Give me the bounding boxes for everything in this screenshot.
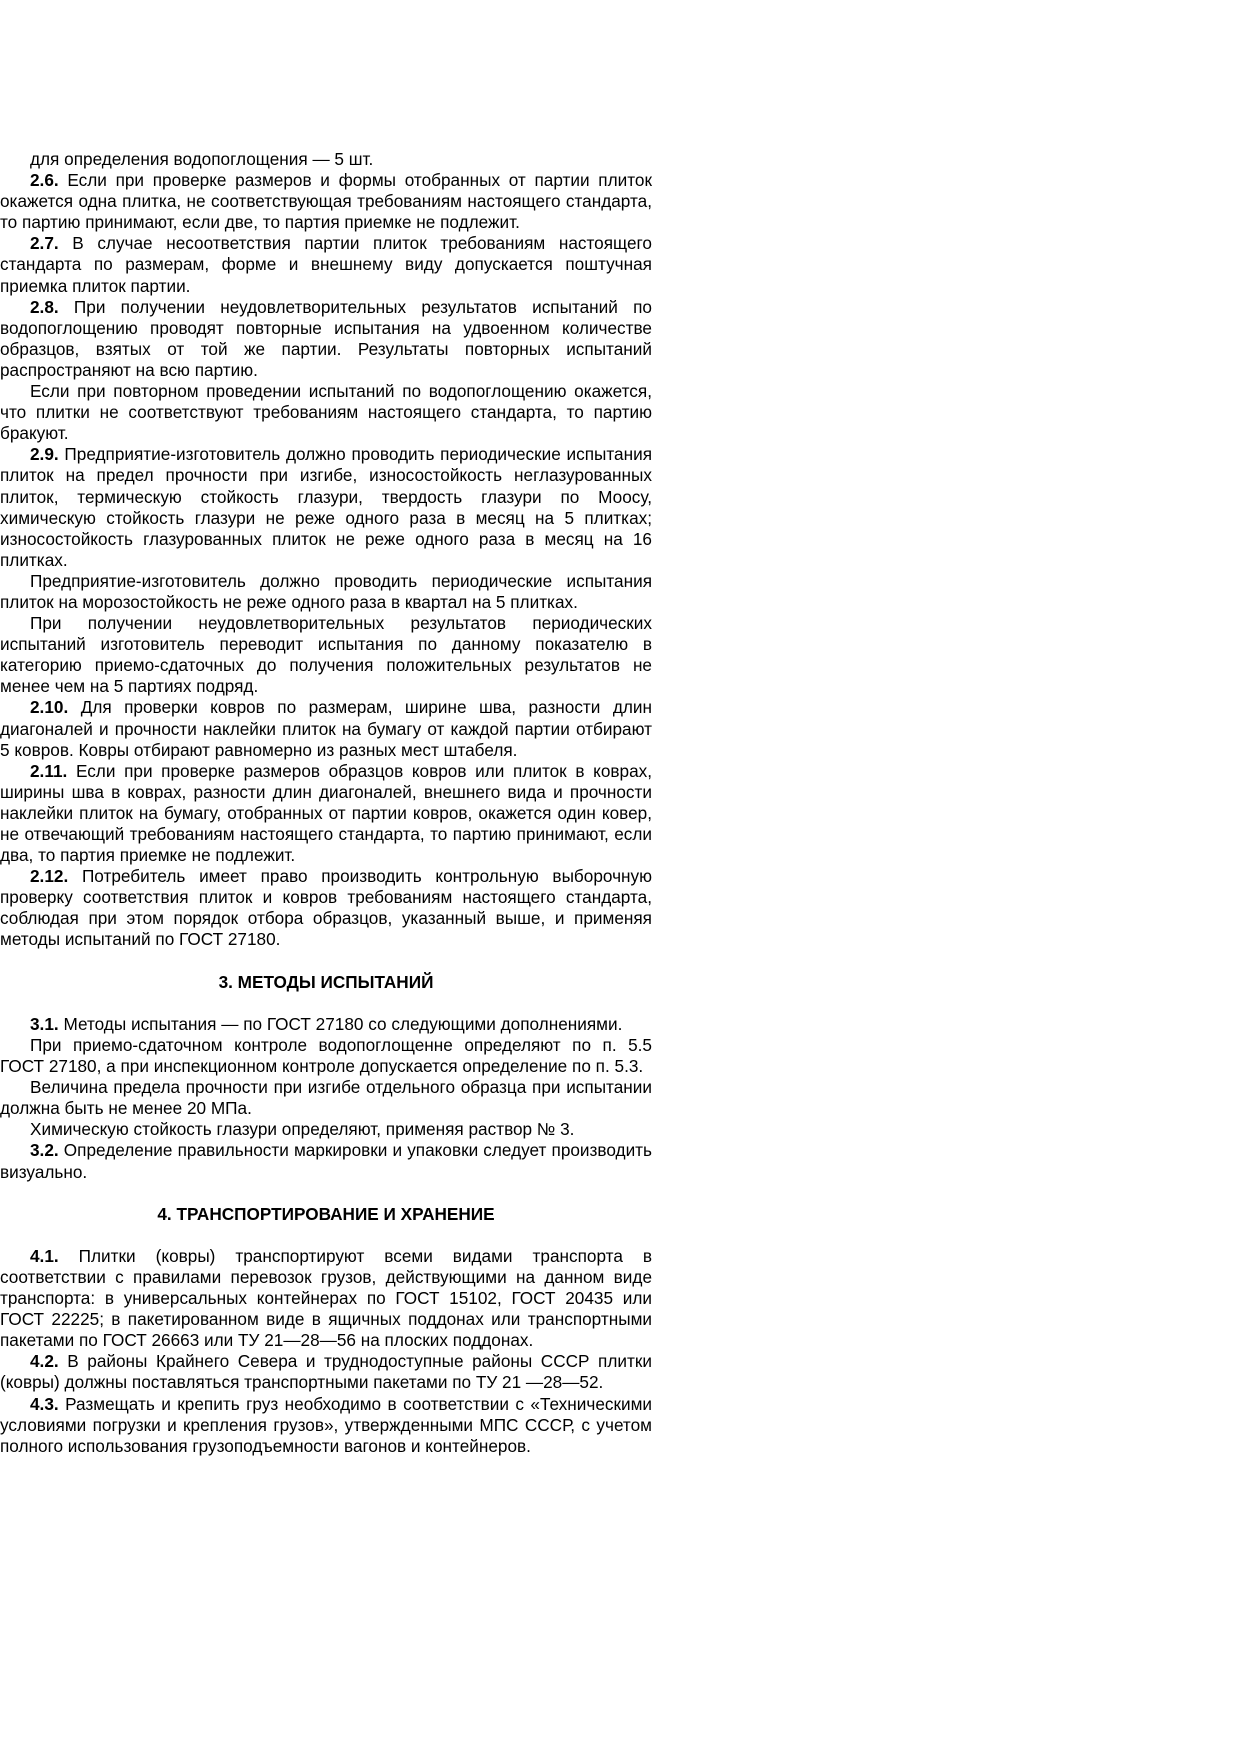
clause-number: 2.11. (30, 760, 68, 781)
paragraph: При приемо-сдаточном контроле водопоглощенне определяют по п. 5.5 ГОСТ 27180, а при инспекционном контроле допускается определение по п. 5.3. (0, 1034, 652, 1077)
section-heading-4: 4. ТРАНСПОРТИРОВАНИЕ И ХРАНЕНИЕ (157, 1203, 495, 1224)
paragraph-4-2: 4.2. В районы Крайнего Севера и труднодоступные районы СССР плитки (ковры) должны поставляться транспортными пакетами по ТУ 21 —28—52. (0, 1351, 652, 1393)
clause-number: 2.8. (30, 296, 59, 317)
paragraph-2-12: 2.12. Потребитель имеет право производить контрольную выборочную проверку соответствия плиток и ковров требованиям настоящего стандарта, соблюдая при этом порядок отбора образцов, указанный выше, и применяя методы испытаний по ГОСТ 27180. (0, 866, 652, 950)
paragraph: Величина предела прочности при изгибе отдельного образца при испытании должна быть не менее 20 МПа. (0, 1077, 652, 1119)
clause-number: 2.9. (30, 444, 59, 465)
paragraph-3-2: 3.2. Определение правильности маркировки и упаковки следует производить визуально. (0, 1140, 652, 1182)
paragraph: Химическую стойкость глазури определяют, применяя раствор № 3. (30, 1119, 575, 1140)
clause-number: 3.2. (30, 1140, 59, 1161)
paragraph-2-9: 2.9. Предприятие-изготовитель должно проводить периодические испытания плиток на предел прочности при изгибе, износостойкость неглазурованных плиток, термическую стойкость глазури, твердость глазури по Моосу, химическую стойкость глазури не реже одного раза в месяц на 5 плитках; износостойкость глазурованных плиток не реже одного раза в месяц на 16 плитках. (0, 444, 653, 570)
paragraph-2-8: 2.8. При получении неудовлетворительных результатов испытаний по водопоглощению проводят повторные испытания на удвоенном количестве образцов, взятых от той же партии. Результаты повторных испытаний распространяют на всю партию. (0, 296, 652, 380)
paragraph-2-7: 2.7. В случае несоответствия партии плиток требованиям настоящего стандарта по размерам, форме и внешнему виду допускается поштучная приемка плиток партии. (0, 233, 652, 296)
clause-number: 2.7. (30, 233, 59, 254)
document-body (0, 149, 652, 1457)
paragraph-4-1: 4.1. Плитки (ковры) транспортируют всеми видами транспорта в соответствии с правилами перевозок грузов, действующими на данном виде транспорта: в универсальных контейнерах по ГОСТ 15102, ГОСТ 20435 или ГОСТ 22225; в пакетированном виде в ящичных поддонах или транспортными пакетами по ГОСТ 26663 или ТУ 21—28—56 на плоских поддонах. (0, 1245, 652, 1351)
clause-number: 2.12. (30, 866, 69, 887)
section-heading-3: 3. МЕТОДЫ ИСПЫТАНИЙ (218, 971, 434, 992)
paragraph-4-3: 4.3. Размещать и крепить груз необходимо в соответствии с «Техническими условиями погрузки и крепления грузов», утвержденными МПС СССР, с учетом полного использования грузоподъемности вагонов и контейнеров. (0, 1393, 653, 1456)
clause-number: 4.1. (30, 1245, 59, 1266)
paragraph: Предприятие-изготовитель должно проводить периодические испытания плиток на морозостойкость не реже одного раза в квартал на 5 плитках. (0, 570, 652, 612)
paragraph-2-6: 2.6. Если при проверке размеров и формы отобранных от партии плиток окажется одна плитка, не соответствующая требованиям настоящего стандарта, то партию принимают, если две, то партия приемке не подлежит. (0, 170, 652, 233)
clause-number: 2.10. (30, 697, 69, 718)
clause-number: 4.3. (30, 1393, 59, 1414)
paragraph: Если при повторном проведении испытаний по водопоглощению окажется, что плитки не соответствуют требованиям настоящего стандарта, то партию бракуют. (0, 381, 652, 444)
paragraph-2-11: 2.11. Если при проверке размеров образцов ковров или плиток в коврах, ширины шва в коврах, разности длин диагоналей, внешнего вида и прочности наклейки плиток на бумагу, отобранных от партии ковров, окажется один ковер, не отвечающий требованиям настоящего стандарта, то партию принимают, если два, то партия приемке не подлежит. (0, 760, 653, 866)
clause-number: 2.6. (30, 170, 59, 191)
clause-number: 4.2. (30, 1351, 59, 1372)
paragraph: для определения водопоглощения — 5 шт. (30, 149, 374, 169)
clause-number: 3.1. (30, 1013, 59, 1034)
paragraph-2-10: 2.10. Для проверки ковров по размерам, ширине шва, разности длин диагоналей и прочности наклейки плиток на бумагу от каждой партии отбирают 5 ковров. Ковры отбирают равномерно из разных мест штабеля. (0, 697, 652, 760)
paragraph-3-1: 3.1. Методы испытания — по ГОСТ 27180 со следующими дополнениями. (30, 1013, 623, 1034)
paragraph: При получении неудовлетворительных результатов периодических испытаний изготовитель переводит испытания по данному показателю в категорию приемо-сдаточных до получения положительных результатов не менее чем на 5 партиях подряд. (0, 613, 652, 697)
